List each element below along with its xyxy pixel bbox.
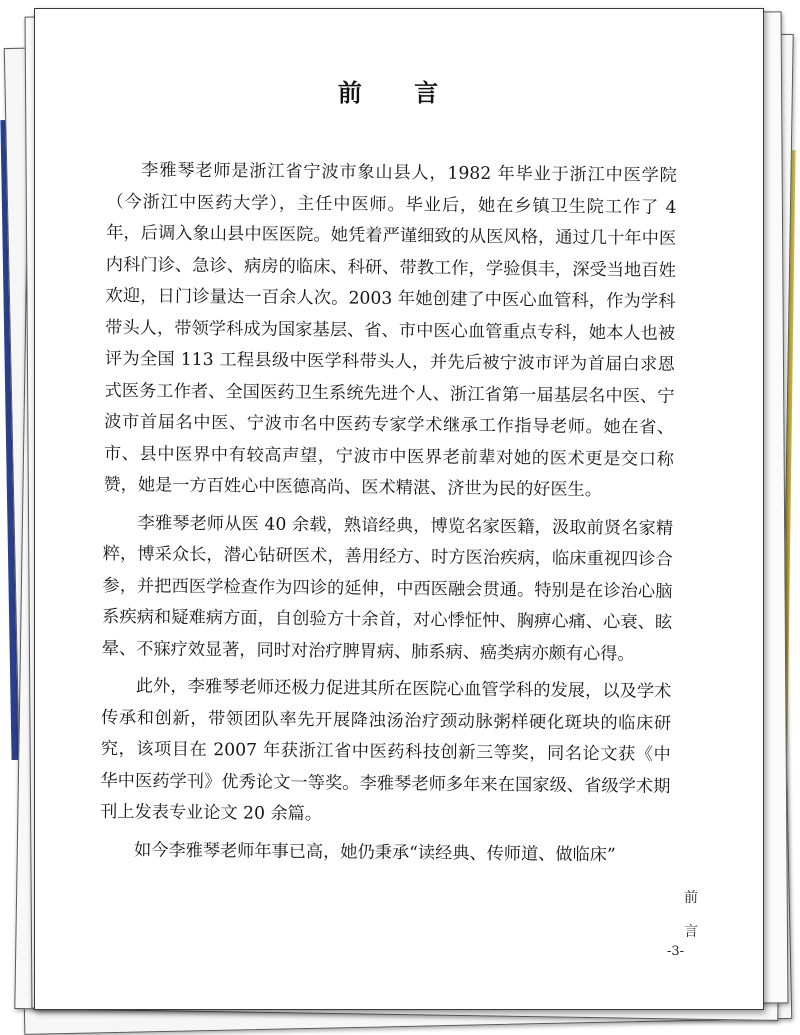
paragraph-3: 此外，李雅琴老师还极力促进其所在医院心血管学科的发展，以及学术传承和创新，带领团队率先开展降浊汤治疗颈动脉粥样硬化斑块的临床研究，该项目在 2007 年获浙江省中医药科技创新三等奖，同名论文获《中华中医药学刊》优秀论文一等奖。李雅琴老师多年来在国家级、省级学术期刊上发表专业论文 20 余篇。 <box>100 676 672 825</box>
body-text <box>99 155 676 878</box>
section-side-label: 前言 <box>684 890 698 940</box>
page-title: 前 言 <box>337 78 461 107</box>
paragraph-4: 如今李雅琴老师年事已高，她仍秉承“读经典、传师道、做临床” <box>134 839 616 865</box>
paragraph-1: 李雅琴老师是浙江省宁波市象山县人，1982 年毕业于浙江中医学院（今浙江中医药大学），主任中医师。毕业后，她在乡镇卫生院工作了 4 年，后调入象山县中医医院。她凭着严谨细致的从医风格，通过几十年中医内科门诊、急诊、病房的临床、科研、带教工作，学验俱丰，深受当地百姓欢迎，日门诊量达一百余人次。2003 年她创建了中医心血管科，作为学科带头人，带领学科成为国家基层、省、市中医心血管重点专科，她本人也被评为全国 113 工程县级中医学科带头人，并先后被宁波市评为首届白求恩式医务工作者、全国医药卫生系统先进个人、浙江省第一届基层名中医、宁波市首届名中医、宁波市名中医药专家学术继承工作指导老师。她在省、市、县中医界中有较高声望，宁波市中医界老前辈对她的医术更是交口称赞，她是一方百姓心中医德高尚、医术精湛、济世为民的好医生。 <box>103 160 677 501</box>
document-page <box>34 8 764 1010</box>
paragraph-2: 李雅琴老师从医 40 余载，熟谙经典，博览名家医籍，汲取前贤名家精粹，博采众长，潜心钻研医术，善用经方、时方医治疾病，临床重视四诊合参，并把西医学检查作为四诊的延伸，中西医融会贯通。特别是在诊治心脑系疾病和疑难病方面，自创验方十余首，对心悸怔忡、胸痹心痛、心衰、眩晕、不寐疗效显著，同时对治疗脾胃病、肺系病、癌类病亦颇有心得。 <box>101 512 674 665</box>
page-number: -3- <box>667 944 685 959</box>
